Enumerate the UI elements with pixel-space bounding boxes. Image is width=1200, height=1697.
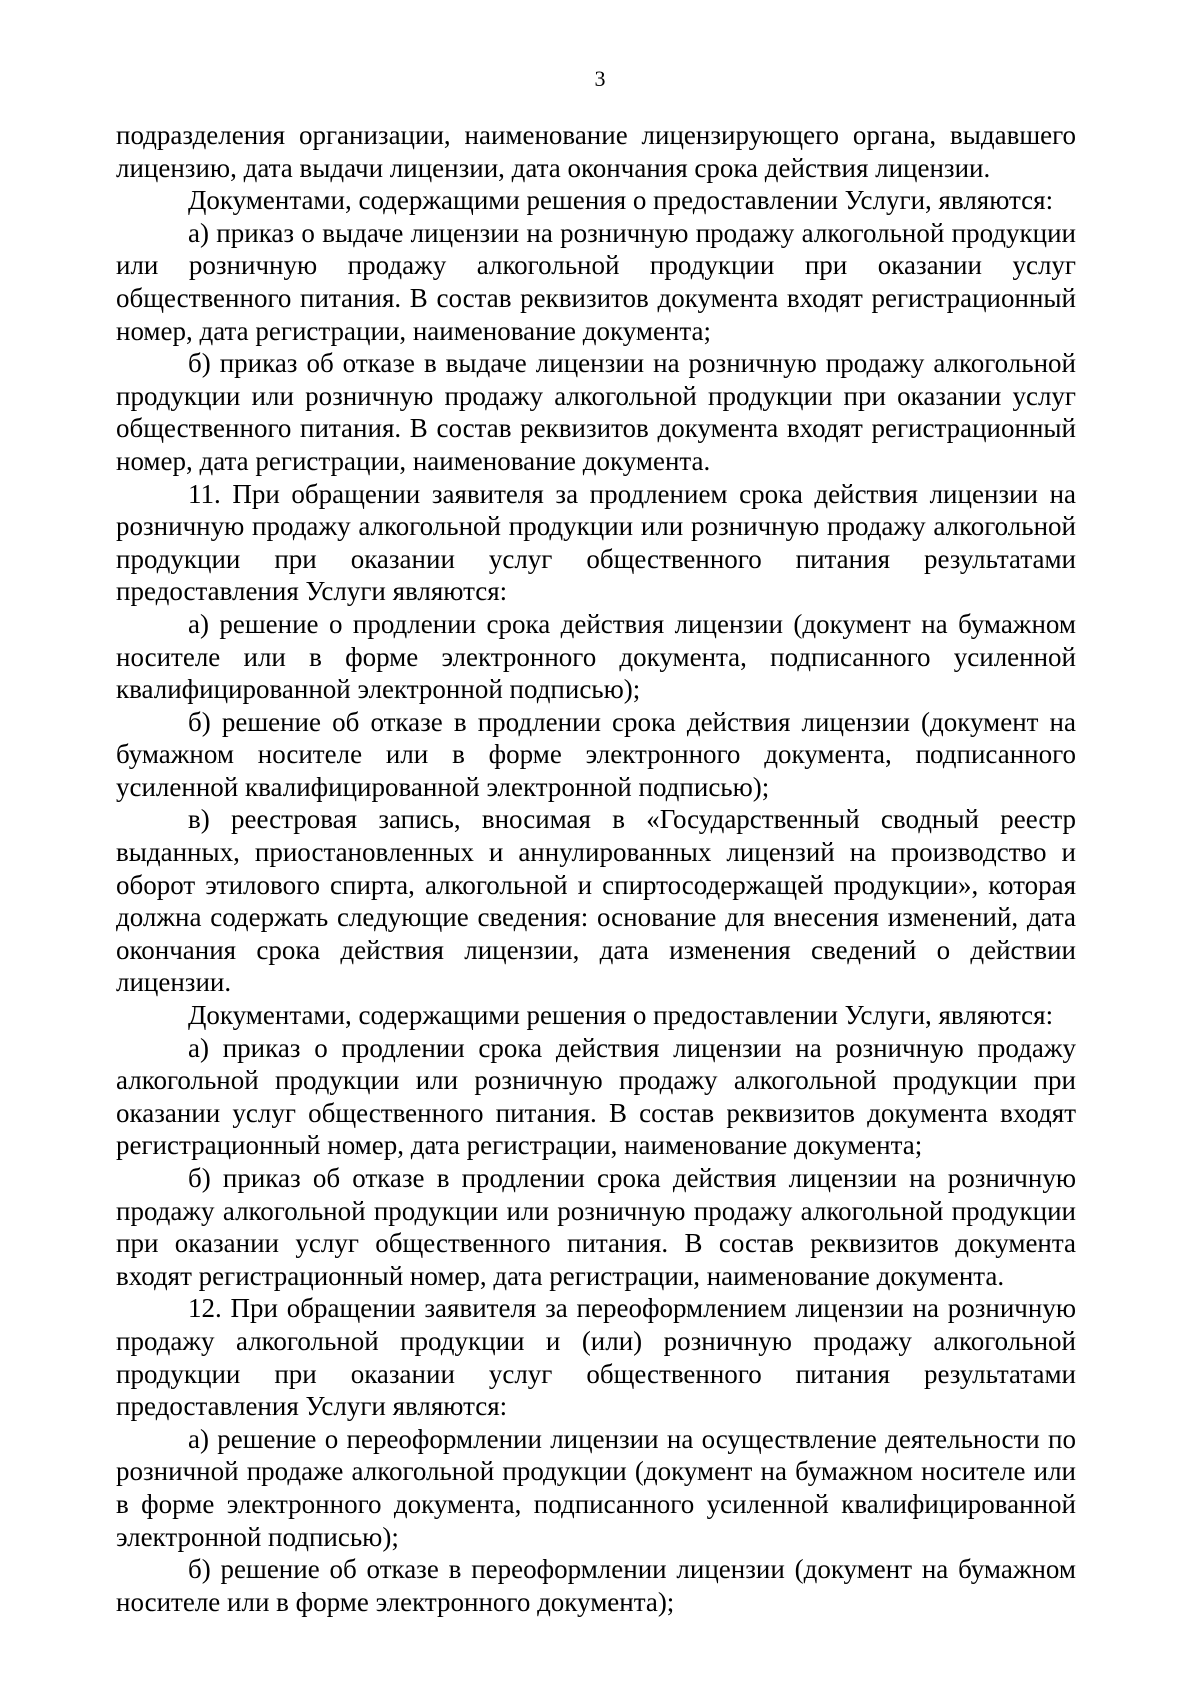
paragraph-item-a-reissue-decision: а) решение о переоформлении лицензии на осуществление деятельности по розничной продаже алкогольной продукции (документ на бумажном носителе или в форме электронного документа, подписанного усиленной квалифицированной электронной подписью);	[116, 1423, 1076, 1552]
paragraph-item-b-extension-order-refusal: б) приказ об отказе в продлении срока действия лицензии на розничную продажу алкогольной продукции или розничную продажу алкогольной продукции при оказании услуг общественного питания. В состав реквизитов документа входят регистрационный номер, дата регистрации, наименование документа.	[116, 1163, 1076, 1291]
paragraph-clause-11: 11. При обращении заявителя за продлением срока действия лицензии на розничную продажу алкогольной продукции или розничную продажу алкогольной продукции при оказании услуг общественного питания результатами предоставления Услуги являются:	[116, 478, 1076, 607]
paragraph-item-a-extension-decision: а) решение о продлении срока действия лицензии (документ на бумажном носителе или в форме электронного документа, подписанного усиленной квалифицированной электронной подписью);	[116, 608, 1076, 705]
document-body	[116, 119, 1076, 1618]
paragraph-item-a-extension-order: а) приказ о продлении срока действия лицензии на розничную продажу алкогольной продукции или розничную продажу алкогольной продукции при оказании услуг общественного питания. В состав реквизитов документа входят регистрационный номер, дата регистрации, наименование документа;	[116, 1032, 1076, 1161]
paragraph-documents-heading: Документами, содержащими решения о предоставлении Услуги, являются:	[188, 185, 1054, 216]
paragraph-clause-12: 12. При обращении заявителя за переоформлением лицензии на розничную продажу алкогольной продукции и (или) розничную продажу алкогольной продукции при оказании услуг общественного питания результатами предоставления Услуги являются:	[116, 1293, 1076, 1422]
paragraph-documents-heading-2: Документами, содержащими решения о предоставлении Услуги, являются:	[188, 1000, 1054, 1031]
paragraph-item-v-registry-entry: в) реестровая запись, вносимая в «Государственный сводный реестр выданных, приостановленных и аннулированных лицензий на производство и оборот этилового спирта, алкогольной и спиртосодержащей продукции», которая должна содержать следующие сведения: основание для внесения изменений, дата окончания срока действия лицензии, дата изменения сведений о действии лицензии.	[116, 804, 1076, 998]
paragraph-item-a-order-issue: а) приказ о выдаче лицензии на розничную продажу алкогольной продукции или розничную продажу алкогольной продукции при оказании услуг общественного питания. В состав реквизитов документа входят регистрационный номер, дата регистрации, наименование документа;	[116, 217, 1076, 346]
paragraph-item-b-order-refusal: б) приказ об отказе в выдаче лицензии на розничную продажу алкогольной продукции или розничную продажу алкогольной продукции при оказании услуг общественного питания. В состав реквизитов документа входят регистрационный номер, дата регистрации, наименование документа.	[116, 348, 1076, 476]
paragraph-item-b-reissue-refusal: б) решение об отказе в переоформлении лицензии (документ на бумажном носителе или в форме электронного документа);	[116, 1554, 1076, 1617]
paragraph-continuation: подразделения организации, наименование лицензирующего органа, выдавшего лицензию, дата выдачи лицензии, дата окончания срока действия лицензии.	[116, 120, 1076, 183]
page-number: 3	[594, 66, 606, 91]
paragraph-item-b-extension-refusal: б) решение об отказе в продлении срока действия лицензии (документ на бумажном носителе или в форме электронного документа, подписанного усиленной квалифицированной электронной подписью);	[116, 706, 1076, 802]
